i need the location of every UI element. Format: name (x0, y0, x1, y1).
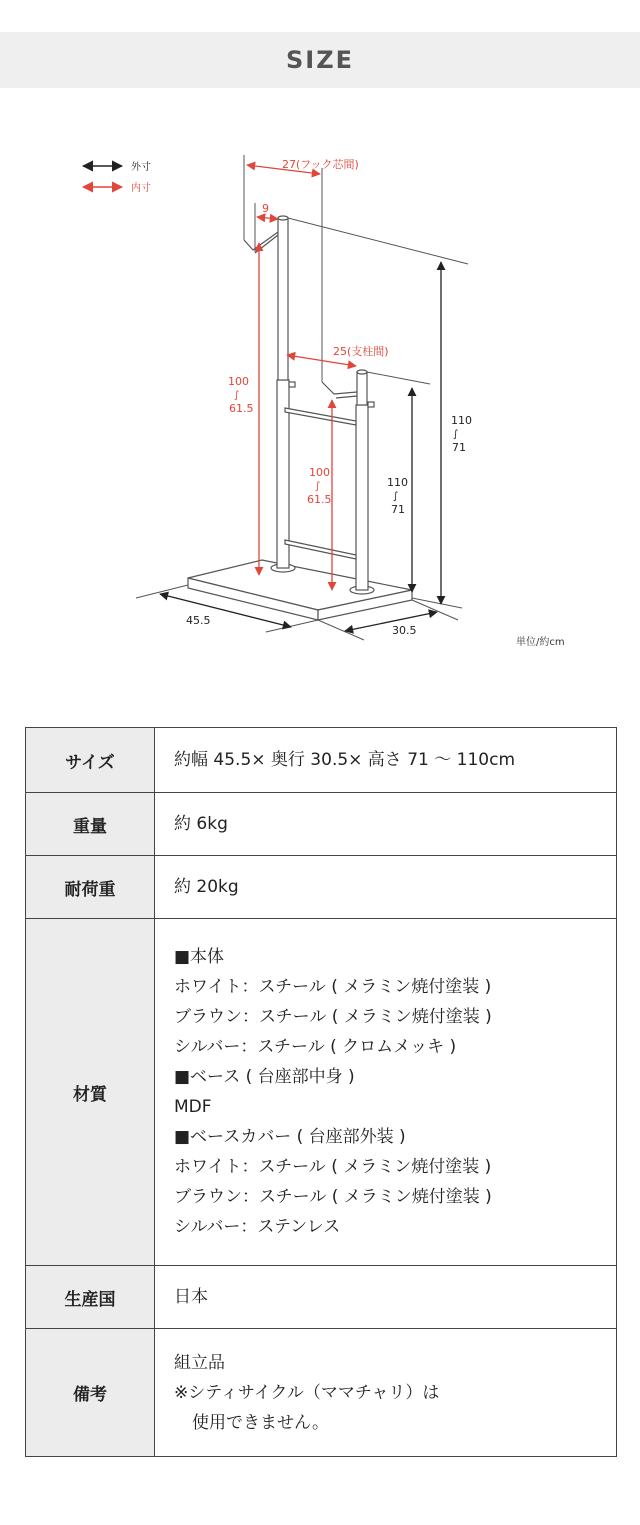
crossbars (285, 408, 356, 559)
pole-span-label: 25(支柱間) (333, 345, 389, 358)
size-header (0, 32, 640, 88)
spec-table (25, 727, 617, 1457)
spec-value-line: シルバー：ステンレス (174, 1217, 341, 1237)
outer-height-front-max: 110 (387, 476, 408, 489)
spec-value-line: ※シティサイクル（ママチャリ）は (174, 1382, 440, 1403)
spec-value-line: 約 20kg (174, 877, 239, 897)
spec-row-load (26, 856, 617, 919)
spec-row-country (26, 1266, 617, 1329)
page-title: SIZE (285, 46, 354, 74)
spec-value-line: ■本体 (174, 947, 225, 967)
width-label: 45.5 (186, 614, 211, 627)
spec-label-notes: 備考 (26, 1329, 155, 1457)
spec-value-line: 約 6kg (174, 814, 228, 834)
size-diagram (0, 130, 640, 670)
spec-value-line: 約幅 45.5× 奥行 30.5× 高さ 71 ～ 110cm (174, 750, 516, 770)
spec-value-line: シルバー：スチール ( クロムメッキ ) (174, 1037, 457, 1057)
spec-label-weight: 重量 (26, 793, 155, 856)
outer-height-right-max: 110 (451, 414, 472, 427)
inner-height-mid-max: 100 (309, 466, 330, 479)
right-pole (322, 370, 374, 594)
pole-span-dimension (287, 344, 389, 366)
spec-value-line: ブラウン：スチール ( メラミン焼付塗装 ) (174, 1187, 492, 1207)
spec-row-size (26, 728, 617, 793)
depth-label: 30.5 (392, 624, 417, 637)
spec-value-load (155, 856, 617, 919)
left-pole (244, 216, 295, 572)
unit-note: 単位/約cm (516, 637, 565, 648)
spec-row-material (26, 919, 617, 1266)
inner-height-left-max: 100 (228, 375, 249, 388)
spec-value-line: ■ベース ( 台座部中身 ) (174, 1067, 355, 1087)
spec-row-weight (26, 793, 617, 856)
inner-height-left-tilde: ∫ (234, 390, 240, 401)
inner-height-left (228, 243, 259, 575)
spec-value-line: 使用できません。 (192, 1412, 330, 1433)
base-plate (188, 560, 412, 620)
spec-value-material (155, 919, 617, 1266)
legend-outer-label: 外寸 (131, 162, 151, 173)
spec-value-line: 組立品 (174, 1352, 225, 1373)
spec-value-notes (155, 1329, 617, 1457)
spec-value-size (155, 728, 617, 793)
outer-height-right-tilde: ∫ (453, 429, 459, 440)
spec-value-country (155, 1266, 617, 1329)
outer-height-front-min: 71 (391, 503, 405, 516)
spec-label-load: 耐荷重 (26, 856, 155, 919)
legend (83, 160, 151, 194)
outer-height-right-min: 71 (452, 441, 466, 454)
spec-value-line: MDF (174, 1097, 212, 1117)
spec-label-size: サイズ (26, 728, 155, 793)
inner-height-left-min: 61.5 (229, 402, 254, 415)
legend-inner-label: 内寸 (131, 183, 151, 194)
hook-width-label: 9 (262, 202, 269, 215)
hook-span-label: 27(フック芯間) (282, 158, 359, 171)
spec-value-line: ブラウン：スチール ( メラミン焼付塗装 ) (174, 1007, 492, 1027)
outer-height-front (367, 372, 430, 592)
inner-height-mid-min: 61.5 (307, 493, 332, 506)
spec-value-line: 日本 (174, 1287, 208, 1307)
spec-label-material: 材質 (26, 919, 155, 1266)
outer-height-front-tilde: ∫ (393, 491, 399, 502)
inner-height-mid (307, 400, 332, 590)
spec-value-weight (155, 793, 617, 856)
spec-value-line: ホワイト：スチール ( メラミン焼付塗装 ) (174, 977, 492, 997)
spec-value-line: ホワイト：スチール ( メラミン焼付塗装 ) (174, 1157, 492, 1177)
inner-height-mid-tilde: ∫ (315, 481, 321, 492)
spec-value-line: ■ベースカバー ( 台座部外装 ) (174, 1127, 406, 1147)
spec-row-notes (26, 1329, 617, 1457)
spec-label-country: 生産国 (26, 1266, 155, 1329)
